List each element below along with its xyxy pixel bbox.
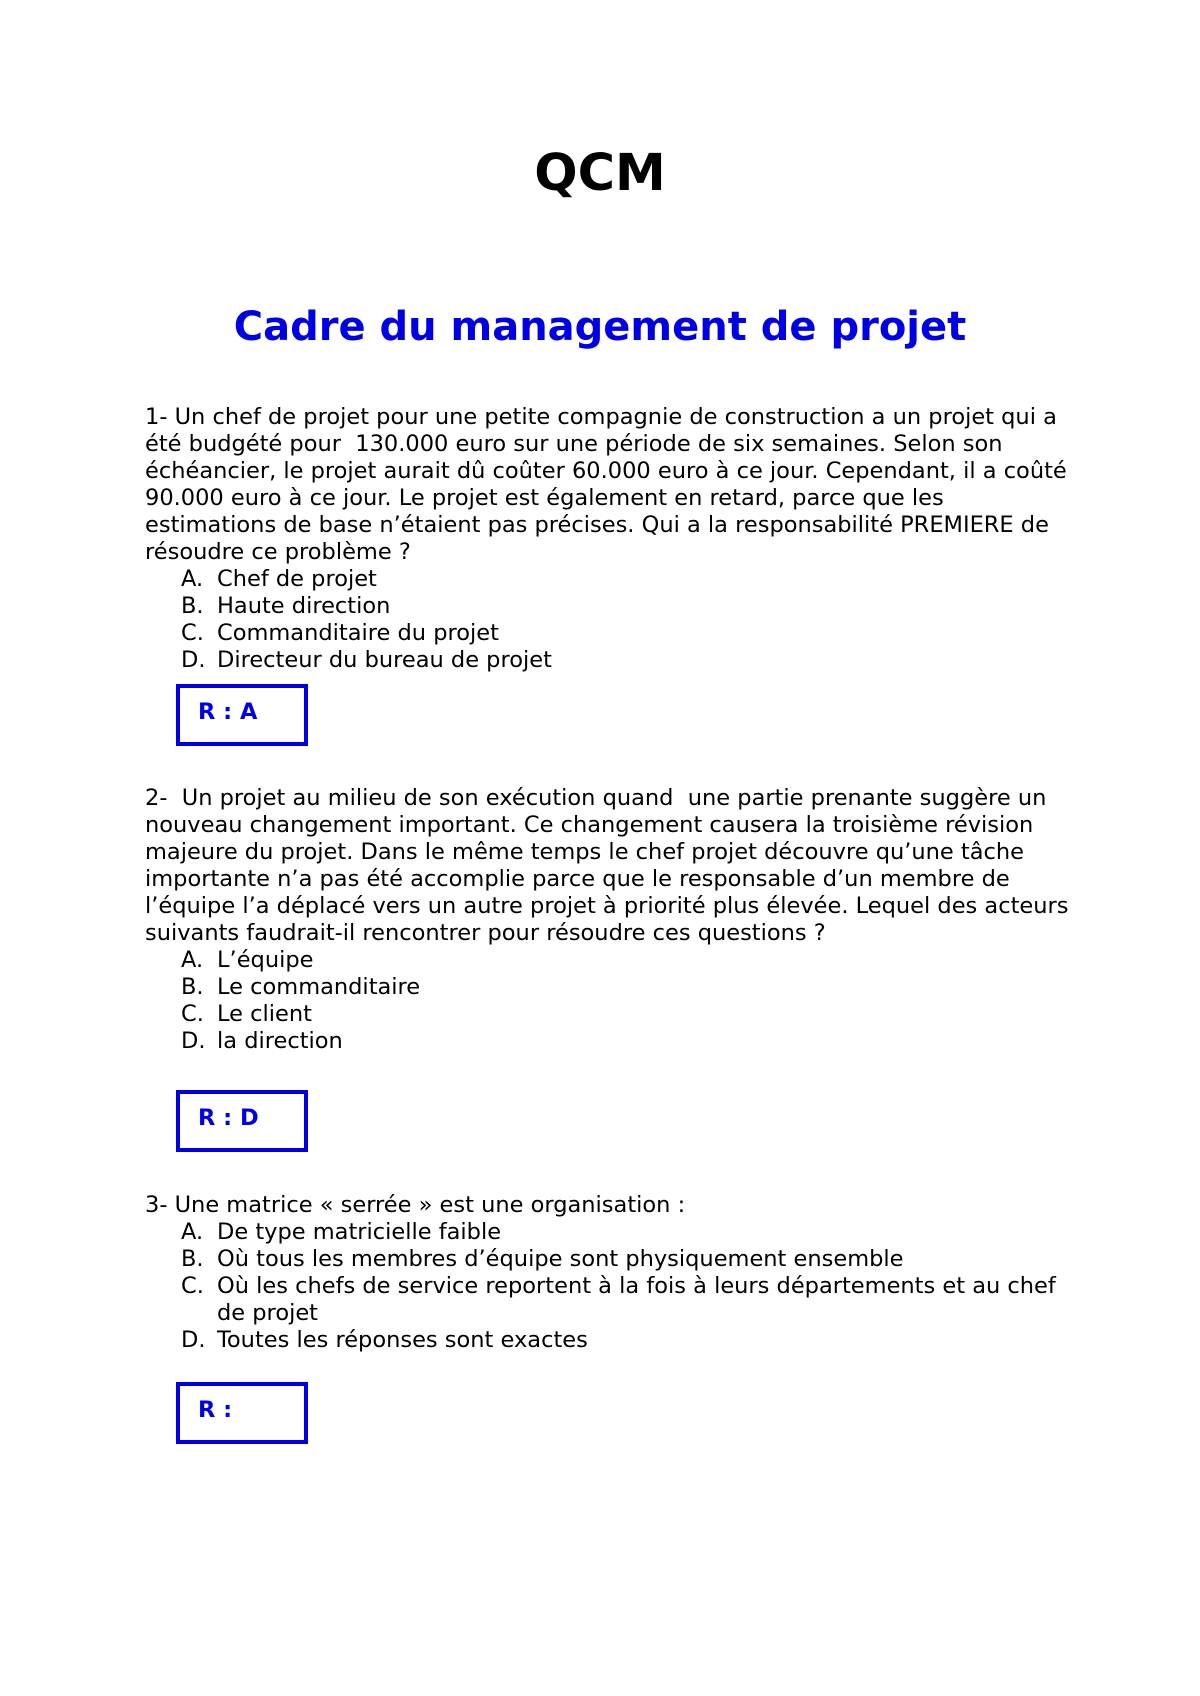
option-letter: A.: [181, 947, 204, 973]
option-b: [145, 974, 1075, 1001]
option-text: Le commanditaire: [217, 974, 421, 1000]
option-letter: A.: [181, 566, 204, 592]
option-d: [145, 1327, 1075, 1354]
option-letter: A.: [181, 1219, 204, 1245]
option-text: Toutes les réponses sont exactes: [217, 1327, 588, 1353]
option-text: De type matricielle faible: [217, 1219, 502, 1245]
question-text: 1- Un chef de projet pour une petite compagnie de construction a un projet qui a été budgété pour 130.000 euro sur une période de six semaines. Selon son échéancier, le projet aurait dû coûter 60.000 euro à ce jour. Cependant, il a coûté 90.000 euro à ce jour. Le projet est également en retard, parce que les estimations de base n’étaient pas précises. Qui a la responsabilité PREMIERE de résoudre ce problème ?: [145, 404, 1074, 565]
option-a: [145, 1219, 1075, 1246]
option-d: [145, 1028, 1075, 1055]
question-3: [145, 1192, 1075, 1354]
option-text: Où tous les membres d’équipe sont physiquement ensemble: [217, 1246, 904, 1272]
answer-box-3: [176, 1382, 308, 1444]
option-text: L’équipe: [217, 947, 314, 973]
answer-label: R : A: [198, 699, 258, 725]
option-letter: B.: [181, 1246, 204, 1272]
option-text: Directeur du bureau de projet: [217, 647, 552, 673]
option-letter: C.: [181, 1001, 204, 1027]
answer-label: R : D: [198, 1105, 259, 1131]
option-b: [145, 593, 1075, 620]
option-letter: D.: [181, 1327, 206, 1353]
option-letter: B.: [181, 974, 204, 1000]
option-letter: C.: [181, 620, 204, 646]
option-c: [145, 620, 1075, 647]
option-b: [145, 1246, 1075, 1273]
options-list: [145, 1219, 1075, 1354]
answer-label: R :: [198, 1397, 233, 1423]
options-list: [145, 566, 1075, 674]
option-letter: D.: [181, 647, 206, 673]
option-c: [145, 1001, 1075, 1028]
option-a: [145, 566, 1075, 593]
question-2: [145, 785, 1075, 1055]
document-title: QCM: [534, 144, 666, 203]
option-text: Le client: [217, 1001, 312, 1027]
answer-box-1: [176, 684, 308, 746]
option-letter: C.: [181, 1273, 204, 1299]
option-letter: B.: [181, 593, 204, 619]
option-letter: D.: [181, 1028, 206, 1054]
document-subtitle: Cadre du management de projet: [233, 304, 967, 350]
option-text: Haute direction: [217, 593, 391, 619]
options-list: [145, 947, 1075, 1055]
option-a: [145, 947, 1075, 974]
question-1: [145, 404, 1075, 674]
option-text: la direction: [217, 1028, 343, 1054]
option-text: Chef de projet: [217, 566, 377, 592]
answer-box-2: [176, 1090, 308, 1152]
option-c: [145, 1273, 1075, 1327]
option-d: [145, 647, 1075, 674]
question-text: 3- Une matrice « serrée » est une organisation :: [145, 1192, 686, 1218]
option-text: Commanditaire du projet: [217, 620, 499, 646]
question-text: 2- Un projet au milieu de son exécution quand une partie prenante suggère un nouveau changement important. Ce changement causera la troisième révision majeure du projet. Dans le même temps le chef projet découvre qu’une tâche importante n’a pas été accomplie parce que le responsable d’un membre de l’équipe l’a déplacé vers un autre projet à priorité plus élevée. Lequel des acteurs suivants faudrait-il rencontrer pour résoudre ces questions ?: [145, 785, 1076, 946]
option-text: Où les chefs de service reportent à la fois à leurs départements et au chef de projet: [217, 1273, 1056, 1326]
